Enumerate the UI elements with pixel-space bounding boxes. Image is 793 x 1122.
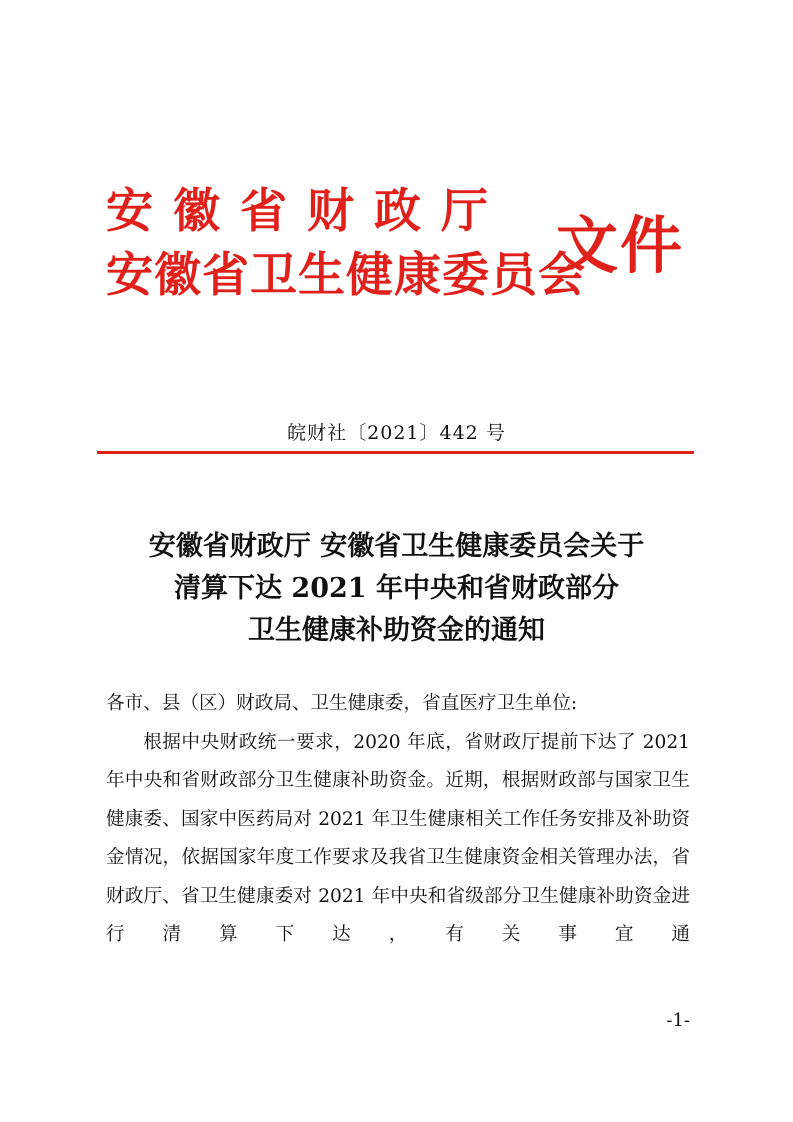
- page-number: -1-: [666, 1010, 690, 1031]
- red-separator-line: [97, 451, 694, 454]
- body-paragraph: [106, 724, 690, 955]
- title-line-2: 清算下达 2021 年中央和省财政部分: [174, 573, 619, 604]
- issuing-org-finance-dept: 安徽省财政厅: [106, 184, 508, 239]
- document-type-label: 文件: [556, 209, 685, 282]
- document-title: [60, 526, 733, 652]
- document-body: [106, 685, 690, 955]
- paragraph-1: 根据中央财政统一要求，2020 年底，省财政厅提前下达了 2021 年中央和省财政部分卫生健康补助资金。近期，根据财政部与国家卫生健康委、国家中医药局对 2021 年卫生健康相关工作任务安排及补助资金情况，依据国家年度工作要求及我省卫生健康资金相关管理办法，省财政厅、省卫生健康委对 2021 年中央和省级部分卫生健康补助资金进行清算下达，有关事宜通: [106, 731, 690, 945]
- salutation: 各市、县（区）财政局、卫生健康委，省直医疗卫生单位:: [106, 693, 578, 714]
- title-line-1: 安徽省财政厅 安徽省卫生健康委员会关于: [148, 531, 645, 562]
- title-line-3: 卫生健康补助资金的通知: [248, 615, 545, 646]
- document-number: 皖财社〔2021〕442 号: [287, 422, 506, 444]
- issuing-org-health-commission: 安徽省卫生健康委员会: [106, 248, 586, 303]
